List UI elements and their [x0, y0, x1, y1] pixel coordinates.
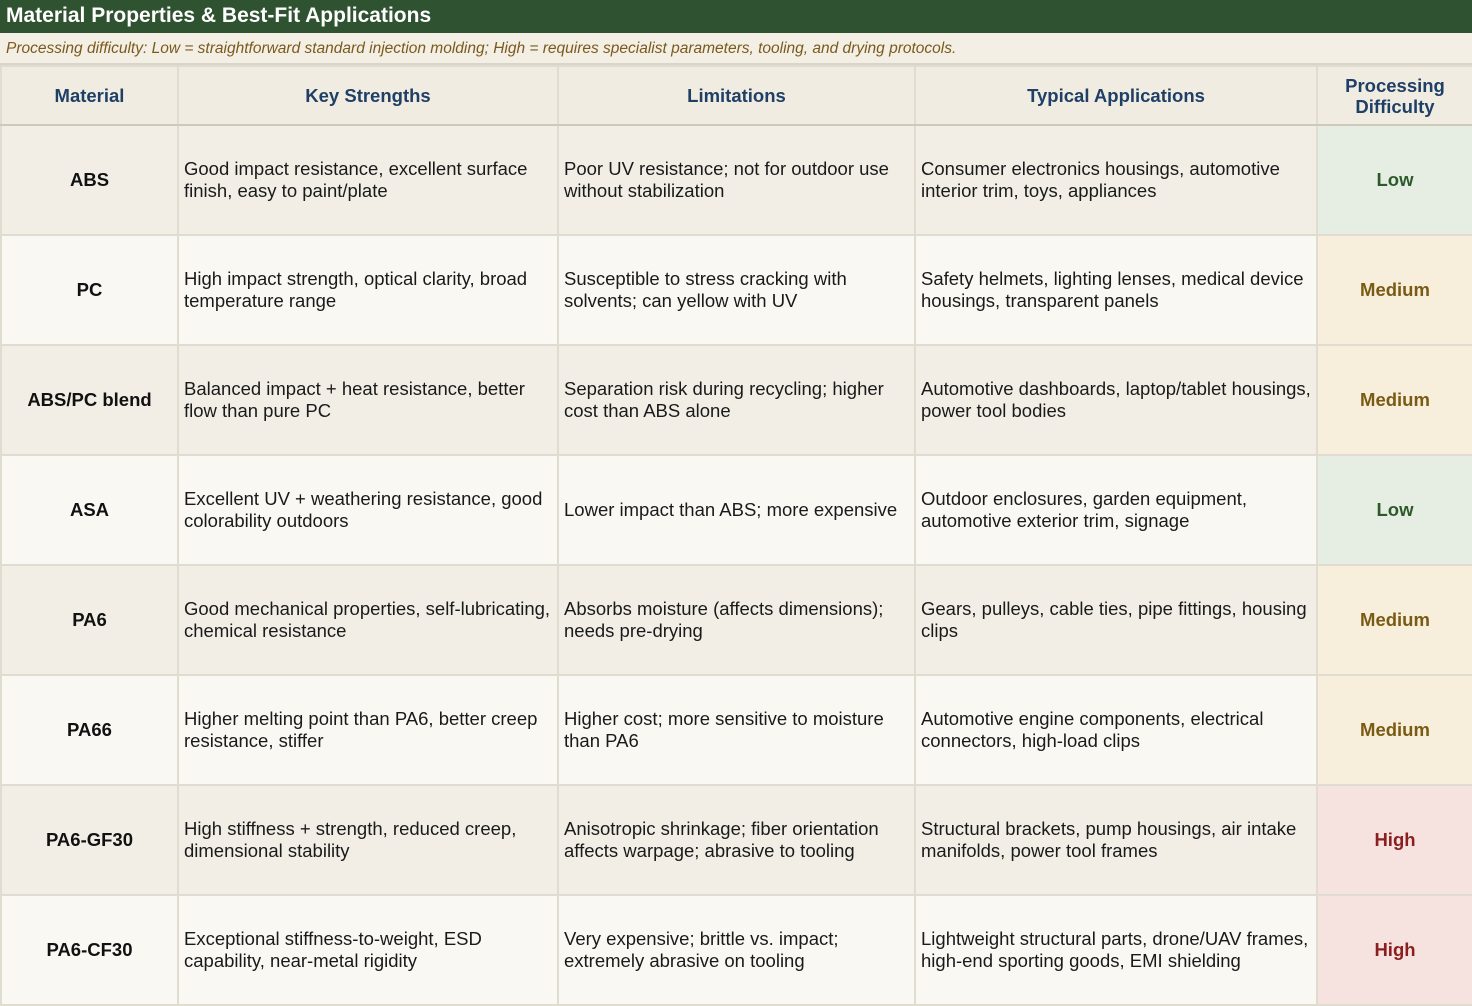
processing-difficulty-cell: Medium — [1317, 345, 1472, 455]
processing-difficulty-cell: High — [1317, 785, 1472, 895]
key-strengths-cell: Balanced impact + heat resistance, better flow than pure PC — [178, 345, 558, 455]
material-cell: PA6-CF30 — [1, 895, 178, 1005]
table-row — [1, 455, 1472, 565]
page-title: Material Properties & Best-Fit Applications — [0, 0, 1472, 33]
typical-applications-cell: Structural brackets, pump housings, air intake manifolds, power tool frames — [915, 785, 1317, 895]
key-strengths-cell: High stiffness + strength, reduced creep, dimensional stability — [178, 785, 558, 895]
processing-difficulty-cell: Medium — [1317, 565, 1472, 675]
limitations-cell: Lower impact than ABS; more expensive — [558, 455, 915, 565]
material-cell: ABS — [1, 125, 178, 235]
header-typical-applications: Typical Applications — [915, 66, 1317, 125]
limitations-cell: Susceptible to stress cracking with solvents; can yellow with UV — [558, 235, 915, 345]
table-row — [1, 235, 1472, 345]
table-row — [1, 345, 1472, 455]
limitations-cell: Separation risk during recycling; higher cost than ABS alone — [558, 345, 915, 455]
limitations-cell: Absorbs moisture (affects dimensions); needs pre-drying — [558, 565, 915, 675]
material-cell: PC — [1, 235, 178, 345]
processing-difficulty-note: Processing difficulty: Low = straightforward standard injection molding; High = requires specialist parameters, tooling, and drying protocols. — [0, 33, 1472, 65]
typical-applications-cell: Gears, pulleys, cable ties, pipe fittings, housing clips — [915, 565, 1317, 675]
material-cell: PA6 — [1, 565, 178, 675]
table-row — [1, 675, 1472, 785]
key-strengths-cell: Good impact resistance, excellent surface finish, easy to paint/plate — [178, 125, 558, 235]
material-cell: ASA — [1, 455, 178, 565]
typical-applications-cell: Safety helmets, lighting lenses, medical device housings, transparent panels — [915, 235, 1317, 345]
limitations-cell: Higher cost; more sensitive to moisture than PA6 — [558, 675, 915, 785]
key-strengths-cell: Good mechanical properties, self-lubricating, chemical resistance — [178, 565, 558, 675]
materials-table — [0, 65, 1472, 1006]
limitations-cell: Very expensive; brittle vs. impact; extremely abrasive on tooling — [558, 895, 915, 1005]
header-key-strengths: Key Strengths — [178, 66, 558, 125]
header-material: Material — [1, 66, 178, 125]
key-strengths-cell: High impact strength, optical clarity, broad temperature range — [178, 235, 558, 345]
key-strengths-cell: Higher melting point than PA6, better creep resistance, stiffer — [178, 675, 558, 785]
typical-applications-cell: Consumer electronics housings, automotive interior trim, toys, appliances — [915, 125, 1317, 235]
processing-difficulty-cell: Medium — [1317, 235, 1472, 345]
key-strengths-cell: Exceptional stiffness-to-weight, ESD capability, near-metal rigidity — [178, 895, 558, 1005]
table-row — [1, 565, 1472, 675]
material-cell: PA66 — [1, 675, 178, 785]
material-cell: ABS/PC blend — [1, 345, 178, 455]
table-row — [1, 785, 1472, 895]
key-strengths-cell: Excellent UV + weathering resistance, good colorability outdoors — [178, 455, 558, 565]
header-limitations: Limitations — [558, 66, 915, 125]
typical-applications-cell: Automotive engine components, electrical connectors, high-load clips — [915, 675, 1317, 785]
typical-applications-cell: Automotive dashboards, laptop/tablet housings, power tool bodies — [915, 345, 1317, 455]
processing-difficulty-cell: Low — [1317, 455, 1472, 565]
processing-difficulty-cell: Low — [1317, 125, 1472, 235]
processing-difficulty-cell: High — [1317, 895, 1472, 1005]
typical-applications-cell: Lightweight structural parts, drone/UAV frames, high-end sporting goods, EMI shielding — [915, 895, 1317, 1005]
typical-applications-cell: Outdoor enclosures, garden equipment, automotive exterior trim, signage — [915, 455, 1317, 565]
limitations-cell: Anisotropic shrinkage; fiber orientation affects warpage; abrasive to tooling — [558, 785, 915, 895]
limitations-cell: Poor UV resistance; not for outdoor use without stabilization — [558, 125, 915, 235]
table-row — [1, 895, 1472, 1005]
processing-difficulty-cell: Medium — [1317, 675, 1472, 785]
table-header-row — [1, 66, 1472, 125]
table-row — [1, 125, 1472, 235]
header-processing-difficulty: Processing Difficulty — [1317, 66, 1472, 125]
material-cell: PA6-GF30 — [1, 785, 178, 895]
